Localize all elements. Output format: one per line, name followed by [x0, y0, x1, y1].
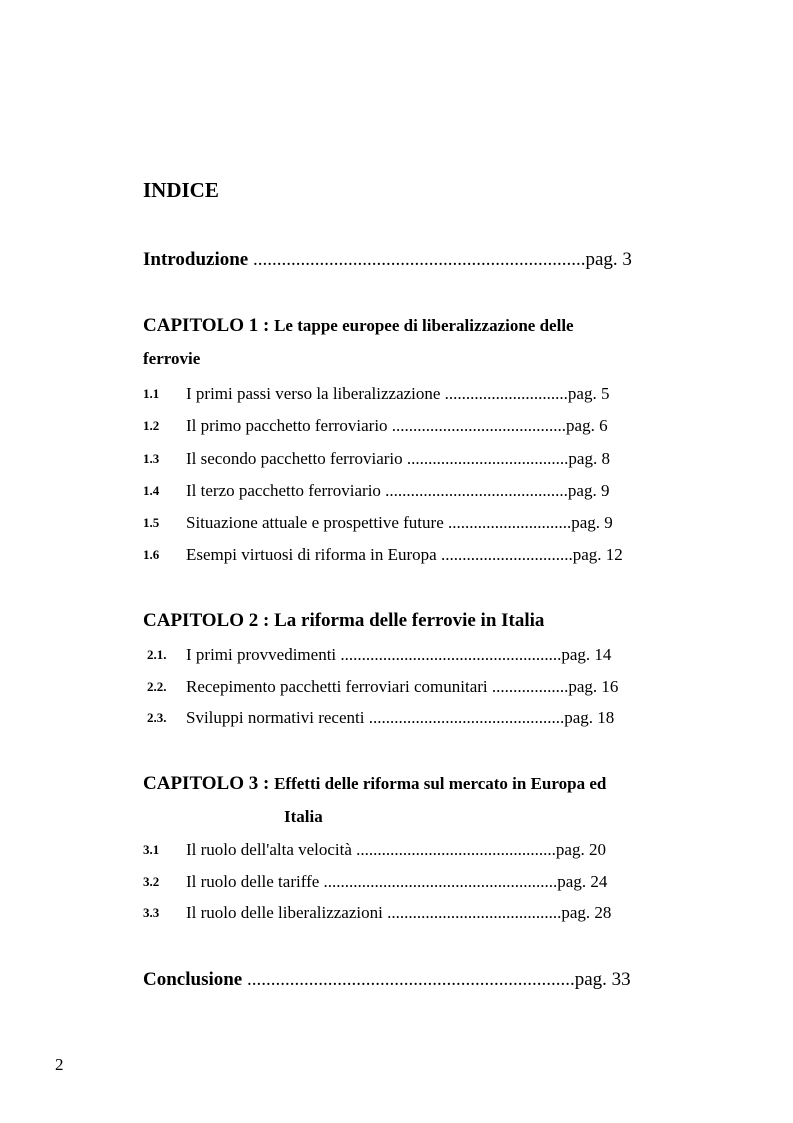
toc-item-1-5[interactable] [0, 513, 793, 533]
chapter-1-heading[interactable] [143, 315, 574, 337]
item-number: 1.4 [143, 483, 160, 498]
item-text: Il primo pacchetto ferroviario .........................................pag. 6 [186, 416, 608, 435]
item-text: I primi provvedimenti ....................................................pag. 14 [186, 645, 612, 664]
chapter-2-heading[interactable] [143, 610, 544, 632]
conclusion-label: Conclusione [143, 969, 243, 990]
item-text: I primi passi verso la liberalizzazione .............................pag. 5 [186, 384, 610, 403]
chapter-3-title-line2: Italia [284, 807, 323, 826]
item-number: 1.6 [143, 547, 160, 562]
intro-label: Introduzione [143, 249, 249, 270]
chapter-1-title-line2: ferrovie [143, 349, 201, 368]
chapter-1-prefix: CAPITOLO 1 : [143, 315, 275, 336]
item-number: 1.5 [143, 515, 160, 530]
item-text: Sviluppi normativi recenti ..............................................pag. 18 [186, 708, 615, 727]
toc-item-1-3[interactable] [0, 449, 793, 469]
item-text: Il ruolo delle tariffe .......................................................pag. 24 [186, 872, 608, 891]
intro-leader: ......................................................................pag. 3 [248, 249, 632, 270]
chapter-3-heading[interactable] [143, 773, 606, 795]
item-number: 2.2. [147, 679, 167, 694]
toc-item-1-4[interactable] [0, 481, 793, 501]
toc-item-1-2[interactable] [0, 416, 793, 436]
item-number: 3.2 [143, 874, 160, 889]
item-number: 1.3 [143, 451, 160, 466]
item-text: Il ruolo dell'alta velocità ...............................................pag. 20 [186, 840, 606, 859]
toc-entry-conclusione[interactable] [143, 969, 631, 991]
chapter-2-title: La riforma delle ferrovie in Italia [274, 610, 545, 631]
item-text: Il ruolo delle liberalizzazioni .........................................pag. 28 [186, 903, 612, 922]
toc-item-1-6[interactable] [0, 545, 793, 565]
item-number: 3.3 [143, 905, 160, 920]
toc-item-2-3[interactable] [0, 708, 793, 728]
conclusion-leader: .....................................................................pag. 33 [242, 969, 631, 990]
toc-item-2-1[interactable] [0, 645, 793, 665]
item-text: Recepimento pacchetti ferroviari comunitari ..................pag. 16 [186, 677, 619, 696]
page-number: 2 [55, 1055, 64, 1074]
item-text: Situazione attuale e prospettive future .............................pag. 9 [186, 513, 613, 532]
item-text: Il secondo pacchetto ferroviario ......................................pag. 8 [186, 449, 610, 468]
chapter-3-title: Effetti delle riforma sul mercato in Europa ed [274, 774, 607, 793]
chapter-1-heading-cont [143, 348, 200, 370]
item-number: 2.3. [147, 710, 167, 725]
chapter-1-title: Le tappe europee di liberalizzazione delle [274, 316, 574, 335]
chapter-3-heading-cont [284, 806, 323, 828]
item-number: 2.1. [147, 647, 167, 662]
item-text: Il terzo pacchetto ferroviario ...........................................pag. 9 [186, 481, 610, 500]
item-number: 1.1 [143, 386, 160, 401]
toc-item-3-3[interactable] [0, 903, 793, 923]
index-title: INDICE [143, 178, 219, 202]
chapter-3-prefix: CAPITOLO 3 : [143, 773, 275, 794]
item-number: 3.1 [143, 842, 160, 857]
toc-entry-introduzione[interactable] [143, 249, 632, 271]
toc-item-2-2[interactable] [0, 677, 793, 697]
chapter-2-prefix: CAPITOLO 2 : [143, 610, 275, 631]
toc-item-3-2[interactable] [0, 872, 793, 892]
toc-item-3-1[interactable] [0, 840, 793, 860]
item-number: 1.2 [143, 418, 160, 433]
item-text: Esempi virtuosi di riforma in Europa ...............................pag. 12 [186, 545, 623, 564]
toc-item-1-1[interactable] [0, 384, 793, 404]
